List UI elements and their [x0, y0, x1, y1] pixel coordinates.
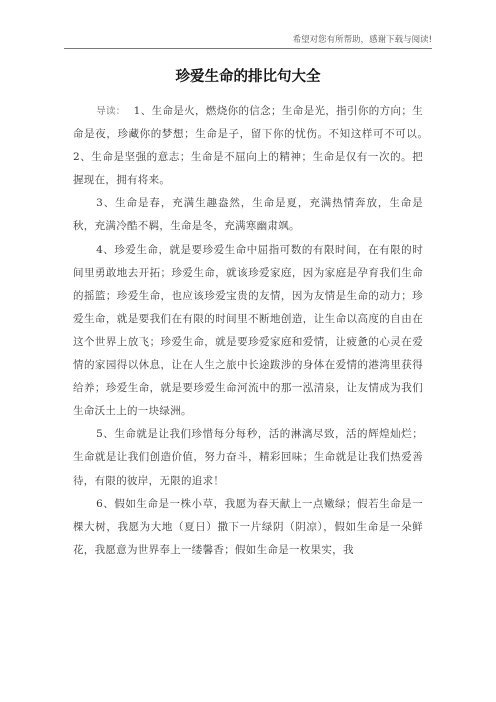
- header-note: 希望对您有所帮助，感谢下载与阅读!: [292, 35, 432, 45]
- header-divider: [64, 48, 432, 49]
- paragraph-1: [73, 100, 445, 192]
- document-body: [73, 100, 445, 562]
- paragraph-2: 3、生命是春，充满生趣盎然，生命是夏，充满热情奔放，生命是秋，充满冷酷不羁，生命是冬，充满寒幽肃飒。: [73, 197, 423, 233]
- paragraph-4: 5、生命就是让我们珍惜每分每秒，活的淋漓尽致，活的辉煌灿烂；生命就是让我们创造价值，努力奋斗，精彩回味；生命就是让我们热爱善待，有限的彼岸，无限的追求！: [73, 428, 423, 487]
- lead-label: 导读：: [96, 106, 126, 117]
- paragraph-text: 1、生命是火，燃烧你的信念；生命是光，指引你的方向；生命是夜，珍藏你的梦想；生命是子，留下你的忧伤。不知这样可不可以。 2、生命是坚强的意志；生命是不屈向上的精神；生命是仅有一次的。把握现在，拥有将来。: [73, 105, 445, 187]
- paragraph-5: 6、假如生命是一株小草，我愿为春天献上一点嫩绿；假若生命是一棵大树，我愿为大地（夏日）撒下一片绿阴（阴凉），假如生命是一朵鲜花，我愿意为世界奉上一缕馨香；假如生命是一枚果实，我: [73, 497, 423, 556]
- document-title: 珍爱生命的排比句大全: [175, 69, 321, 85]
- paragraph-3: 4、珍爱生命，就是要珍爱生命中屈指可数的有限时间，在有限的时间里勇敢地去开拓；珍爱生命，就该珍爱家庭，因为家庭是孕育我们生命的摇篮；珍爱生命，也应该珍爱宝贵的友情，因为友情是生命的动力；珍爱生命，就是要我们在有限的时间里不断地创造，让生命以高度的自由在这个世界上放飞；珍爱生命，就是要珍爱家庭和爱情，让疲惫的心灵在爱情的家园得以休息，让在人生之旅中长途跋涉的身体在爱情的港湾里获得给养；珍爱生命，就是要珍爱生命河流中的那一泓清泉，让友情成为我们生命沃土上的一块绿洲。: [73, 243, 423, 418]
